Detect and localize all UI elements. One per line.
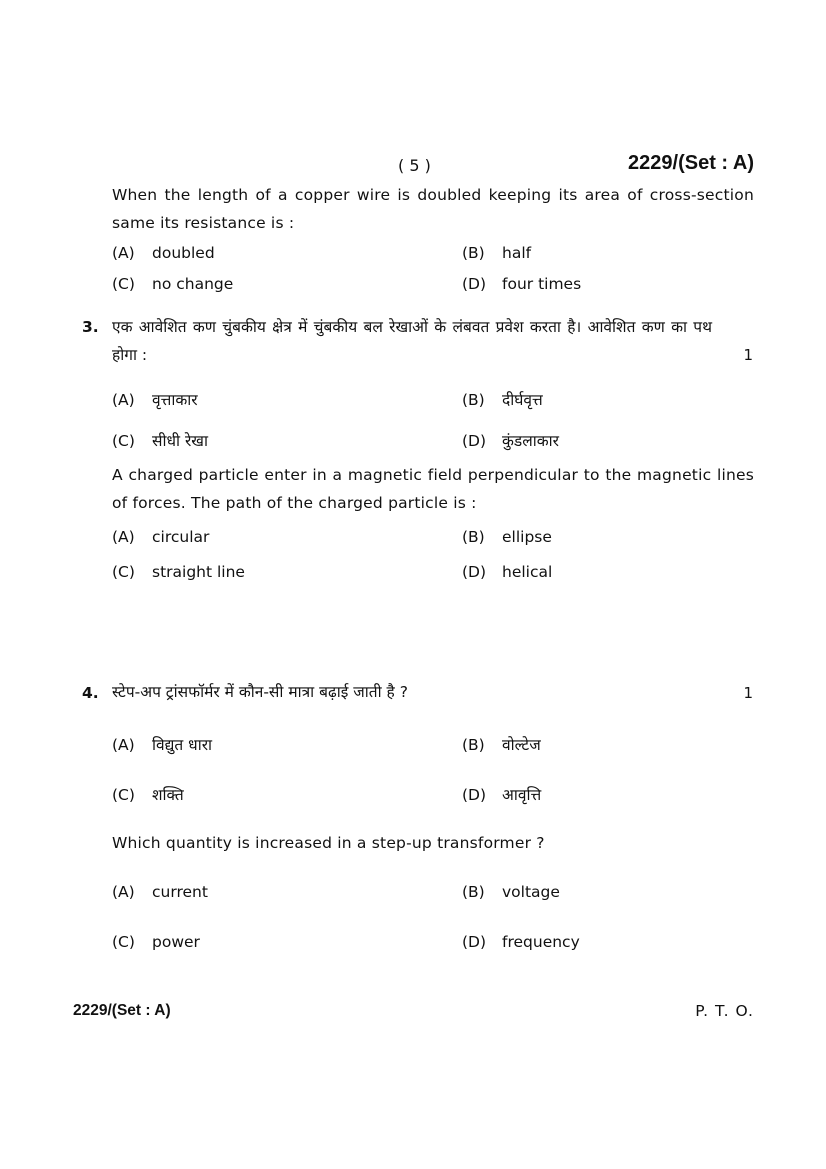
option-label: (B) [462,244,485,262]
option-text: circular [152,528,210,546]
option-text: voltage [502,883,560,901]
q4-option-a [112,883,208,901]
option-text: straight line [152,563,245,581]
q3-hindi-option-d [462,429,559,451]
set-code-header: 2229/(Set : A) [628,152,754,174]
option-label: (B) [462,528,485,546]
page-number: ( 5 ) [398,156,431,175]
option-label: (C) [112,432,135,450]
q4-option-b [462,883,560,901]
q3-option-b [462,528,552,546]
q2-option-d [462,275,581,293]
q4-hindi-option-d [462,783,541,805]
option-label: (A) [112,391,135,409]
option-label: (C) [112,563,135,581]
option-text: half [502,244,532,262]
q3-option-d [462,563,552,581]
q3-hindi-option-b [462,388,543,410]
question-3-english-text: A charged particle enter in a magnetic field perpendicular to the magnetic lines of forces. The path of the charged particle is : [112,466,754,512]
option-label: (D) [462,432,487,450]
option-text: no change [152,275,234,293]
option-label: (D) [462,786,487,804]
option-label: (B) [462,391,485,409]
option-label: (B) [462,736,485,754]
q4-option-c [112,933,200,951]
option-label: (C) [112,933,135,951]
q4-hindi-option-b [462,733,541,755]
option-text: power [152,933,200,951]
question-2-english-text: When the length of a copper wire is doubled keeping its area of cross-section same its resistance is : [112,186,754,232]
option-label: (A) [112,883,135,901]
option-text: four times [502,275,582,293]
question-4-english-text: Which quantity is increased in a step-up transformer ? [112,834,545,852]
q2-option-c [112,275,233,293]
q3-hindi-option-a [112,388,198,410]
q4-hindi-option-c [112,783,184,805]
option-label: (D) [462,275,487,293]
option-text: frequency [502,933,580,951]
option-text: doubled [152,244,215,262]
option-text: आवृत्ति [502,786,542,804]
option-label: (D) [462,563,487,581]
question-4-hindi-text: स्टेप-अप ट्रांसफॉर्मर में कौन-सी मात्रा बढ़ाई जाती है ? [112,683,408,701]
option-text: helical [502,563,553,581]
question-3-marks: 1 [743,346,753,364]
question-3-hindi-text: एक आवेशित कण चुंबकीय क्षेत्र में चुंबकीय बल रेखाओं के लंबवत प्रवेश करता है। आवेशित कण का पथ होगा : [112,318,712,364]
option-label: (A) [112,736,135,754]
question-4-number: 4. [82,684,99,702]
pto-label: P. T. O. [695,1002,754,1020]
set-code-footer: 2229/(Set : A) [73,1002,171,1019]
option-label: (C) [112,786,135,804]
option-text: विद्युत धारा [152,736,213,754]
option-text: दीर्घवृत्त [502,391,543,409]
option-label: (C) [112,275,135,293]
option-text: वृत्ताकार [152,391,198,409]
option-label: (A) [112,244,135,262]
q3-option-a [112,528,209,546]
q4-option-d [462,933,580,951]
option-text: कुंडलाकार [502,432,559,450]
option-label: (B) [462,883,485,901]
option-text: ellipse [502,528,552,546]
q3-hindi-option-c [112,429,208,451]
option-text: सीधी रेखा [152,432,208,450]
option-text: शक्ति [152,786,184,804]
q2-option-a [112,244,215,262]
option-label: (A) [112,528,135,546]
option-text: वोल्टेज [502,736,541,754]
option-text: current [152,883,208,901]
q4-hindi-option-a [112,733,212,755]
question-3-number: 3. [82,318,99,336]
q2-option-b [462,244,531,262]
question-4-marks: 1 [743,684,753,702]
option-label: (D) [462,933,487,951]
q3-option-c [112,563,245,581]
